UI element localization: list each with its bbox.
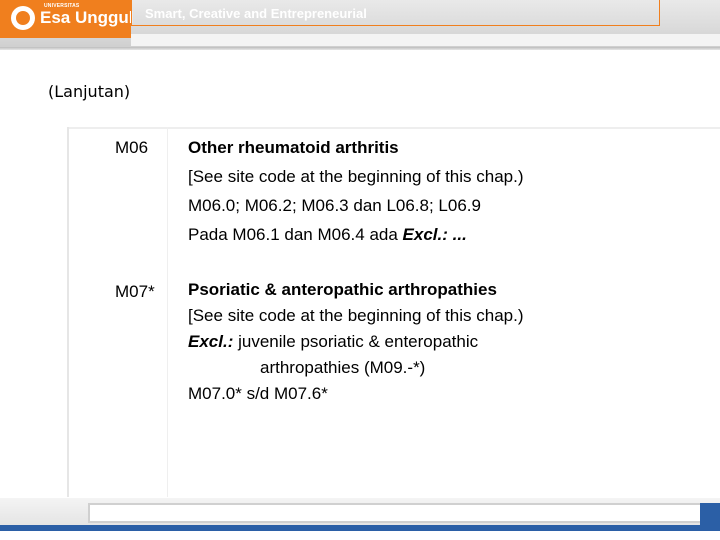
code-m06: M06 bbox=[115, 138, 149, 157]
tagline: Smart, Creative and Entrepreneurial bbox=[145, 6, 367, 21]
table-top-rule bbox=[67, 127, 720, 129]
entry-line: M06.0; M06.2; M06.3 dan L06.8; L06.9 bbox=[188, 196, 481, 215]
slide-subtitle: (Lanjutan) bbox=[48, 82, 131, 101]
logo-small-text: UNIVERSITAS bbox=[44, 3, 80, 9]
footer-frame bbox=[88, 503, 700, 523]
entry-m07 bbox=[188, 277, 524, 407]
entry-title: Psoriatic & anteropathic arthropathies bbox=[188, 280, 497, 299]
table-column-rule bbox=[167, 127, 168, 497]
header-divider bbox=[0, 47, 720, 50]
entry-line-text: Pada M06.1 dan M06.4 ada bbox=[188, 225, 403, 244]
entry-line bbox=[188, 329, 524, 355]
entry-m06 bbox=[188, 133, 524, 249]
excl-text: juvenile psoriatic & enteropathic bbox=[233, 332, 479, 351]
header-band bbox=[131, 34, 720, 46]
entry-title: Other rheumatoid arthritis bbox=[188, 138, 399, 157]
entry-line: [See site code at the beginning of this chap.) bbox=[188, 306, 524, 325]
footer-corner bbox=[700, 503, 720, 525]
footer-bottom bbox=[0, 531, 720, 540]
entry-line bbox=[188, 220, 524, 249]
table-left-rule bbox=[67, 127, 69, 497]
excl-label: Excl.: bbox=[188, 332, 234, 351]
header-bar bbox=[0, 0, 720, 48]
logo-text: Esa Unggul bbox=[40, 8, 134, 27]
code-m07: M07* bbox=[115, 282, 155, 301]
entry-line: arthropathies (M09.-*) bbox=[260, 358, 426, 377]
entry-line: [See site code at the beginning of this chap.) bbox=[188, 167, 524, 186]
excl-note: Excl.: ... bbox=[402, 225, 467, 244]
entry-line: M07.0* s/d M07.6* bbox=[188, 384, 328, 403]
university-logo[interactable] bbox=[0, 0, 134, 38]
logo-emblem-icon bbox=[11, 6, 35, 30]
